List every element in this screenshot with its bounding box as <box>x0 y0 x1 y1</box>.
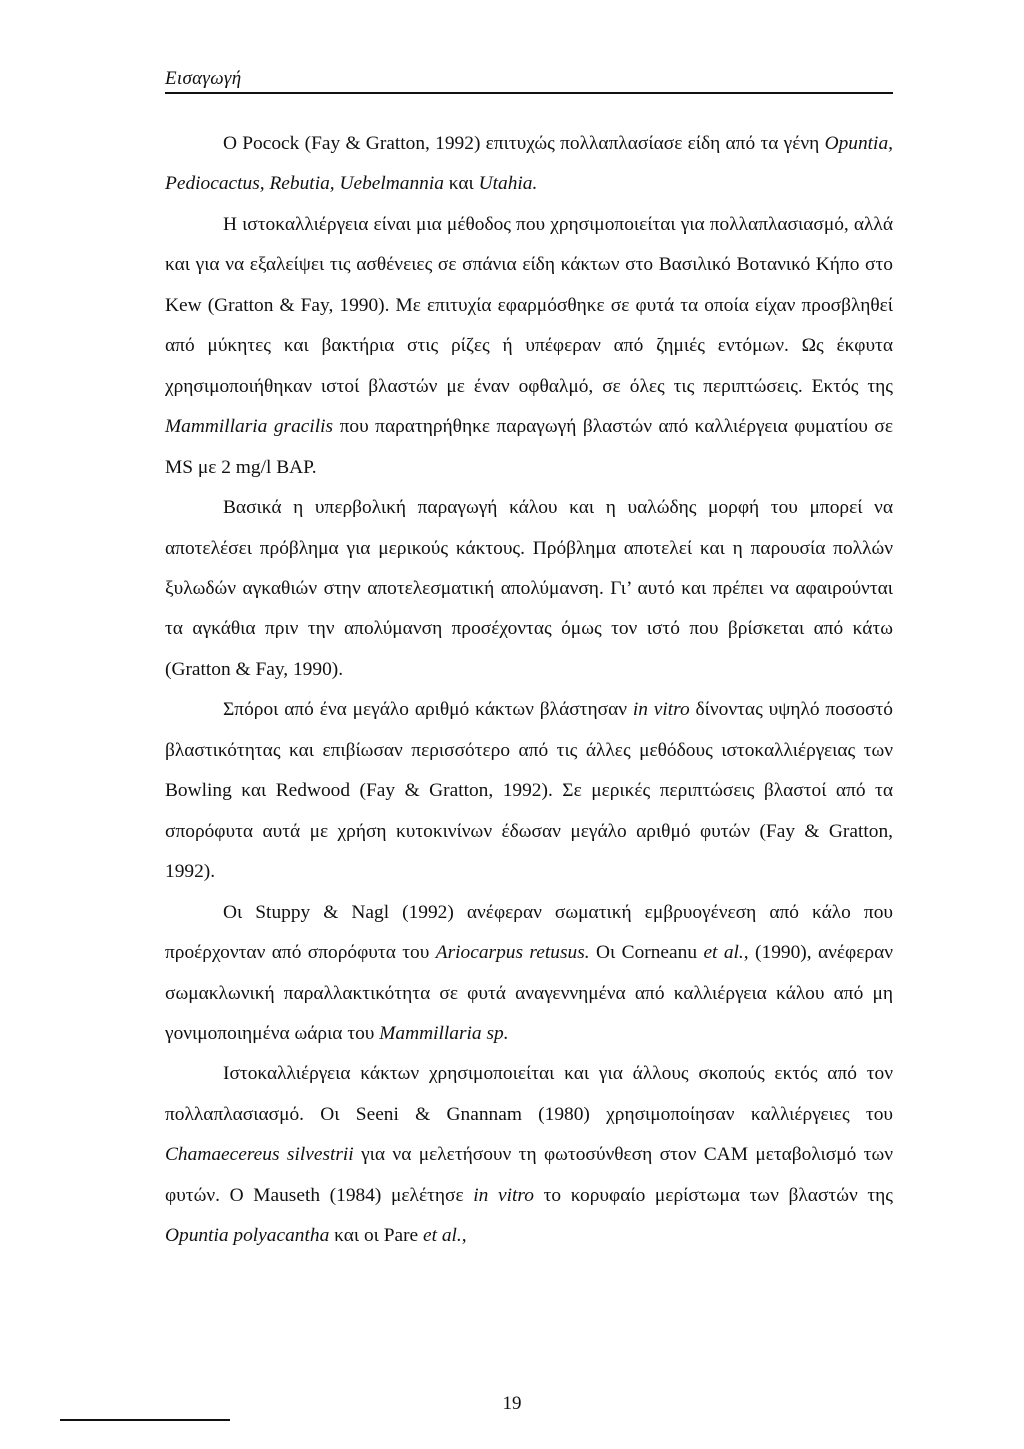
text-run: Σπόροι από ένα μεγάλο αριθμό κάκτων βλάστησαν <box>223 699 633 721</box>
page-number: 19 <box>502 1393 522 1414</box>
italic-text: Chamaecereus silvestrii <box>165 1144 354 1166</box>
italic-text: Opuntia, Pediocactus, Rebutia, Uebelmannia <box>165 133 893 195</box>
footer-rule <box>60 1419 230 1421</box>
chapter-title: Εισαγωγή <box>165 68 242 89</box>
text-run: που παρατηρήθηκε παραγωγή βλαστών από καλλιέργεια φυματίου σε MS με 2 mg/l BAP. <box>165 416 893 478</box>
text-run: Οι Stuppy & Nagl (1992) ανέφεραν σωματική εμβρυογένεση από κάλο που προέρχονταν από σπορόφυτα του <box>165 901 893 964</box>
text-run: , (1990), ανέφεραν σωμακλωνική παραλλακτικότητα σε φυτά αναγεννημένα από καλλιέργεια κάλου από μη γονιμοποιημένα ωάρια του <box>165 942 893 1044</box>
text-run: το κορυφαίο μερίστωμα των βλαστών της <box>533 1184 893 1206</box>
text-run: Ο Pocock (Fay & Gratton, 1992) επιτυχώς πολλαπλασίασε είδη από τα γένη <box>223 133 825 154</box>
italic-text: Utahia. <box>478 173 538 195</box>
paragraph <box>165 124 893 205</box>
header-rule <box>165 92 893 94</box>
text-run: και οι Pare <box>329 1225 423 1247</box>
text-run: Ιστοκαλλιέργεια κάκτων χρησιμοποιείται και για άλλους σκοπούς εκτός από τον πολλαπλασιασμό. Οι Seeni & Gnannam (1980) χρησιμοποίησαν καλλιέργειες του <box>165 1063 893 1125</box>
text-run: Βασικά η υπερβολική παραγωγή κάλου και η υαλώδης μορφή του μπορεί να αποτελέσει πρόβλημα για μερικούς κάκτους. Πρόβλημα αποτελεί και η παρουσία πολλών ξυλωδών αγκαθιών στην αποτελεσματική απολύμανση. Γι’ αυτό και πρέπει να αφαιρούνται τα αγκάθια πριν την απολύμανση προσέχοντας όμως τον ιστό που βρίσκεται από κάτω (Gratton & Fay, 1990). <box>165 497 893 680</box>
text-run: και <box>443 173 479 195</box>
italic-text: Mammillaria gracilis <box>165 416 334 438</box>
text-run: , <box>461 1225 467 1247</box>
body-text <box>165 124 893 1257</box>
paragraph <box>165 488 893 690</box>
italic-text: Ariocarpus retusus. <box>435 942 590 964</box>
paragraph <box>165 690 893 892</box>
text-run: δίνοντας υψηλό ποσοστό βλαστικότητας και επιβίωσαν περισσότερο από τις άλλες μεθόδους ιστοκαλλιέργειας των Bowling και Redwood (Fay & Gratton, 1992). Σε μερικές περιπτώσεις βλαστοί από τα σπορόφυτα αυτά με χρήση κυτοκινίνων έδωσαν μεγάλο αριθμό φυτών (Fay & Gratton, 1992). <box>165 699 893 883</box>
italic-text: in vitro <box>632 699 690 721</box>
paragraph <box>165 893 893 1055</box>
page-header <box>165 68 893 90</box>
italic-text: et al. <box>423 1225 462 1247</box>
italic-text: et al. <box>703 942 744 964</box>
text-run: Οι Corneanu <box>589 942 704 964</box>
italic-text: Opuntia polyacantha <box>165 1225 330 1247</box>
paragraph <box>165 1054 893 1256</box>
text-run: Η ιστοκαλλιέργεια είναι μια μέθοδος που χρησιμοποιείται για πολλαπλασιασμό, αλλά και για να εξαλείψει τις ασθένειες σε σπάνια είδη κάκτων στο Βασιλικό Βοτανικό Κήπο στο Kew (Gratton & Fay, 1990). Με επιτυχία εφαρμόσθηκε σε φυτά τα οποία είχαν προσβληθεί από μύκητες και βακτήρια στις ρίζες ή υπέφεραν από ζημιές εντόμων. Ως έκφυτα χρησιμοποιήθηκαν ιστοί βλαστών με έναν οφθαλμό, σε όλες τις περιπτώσεις. Εκτός της <box>165 213 893 397</box>
italic-text: Mammillaria sp. <box>379 1022 509 1044</box>
paragraph <box>165 205 893 488</box>
text-run: για να μελετήσουν τη φωτοσύνθεση στον CAM μεταβολισμό των φυτών. Ο Mauseth (1984) μελέτησε <box>165 1144 894 1206</box>
italic-text: in vitro <box>473 1184 534 1206</box>
